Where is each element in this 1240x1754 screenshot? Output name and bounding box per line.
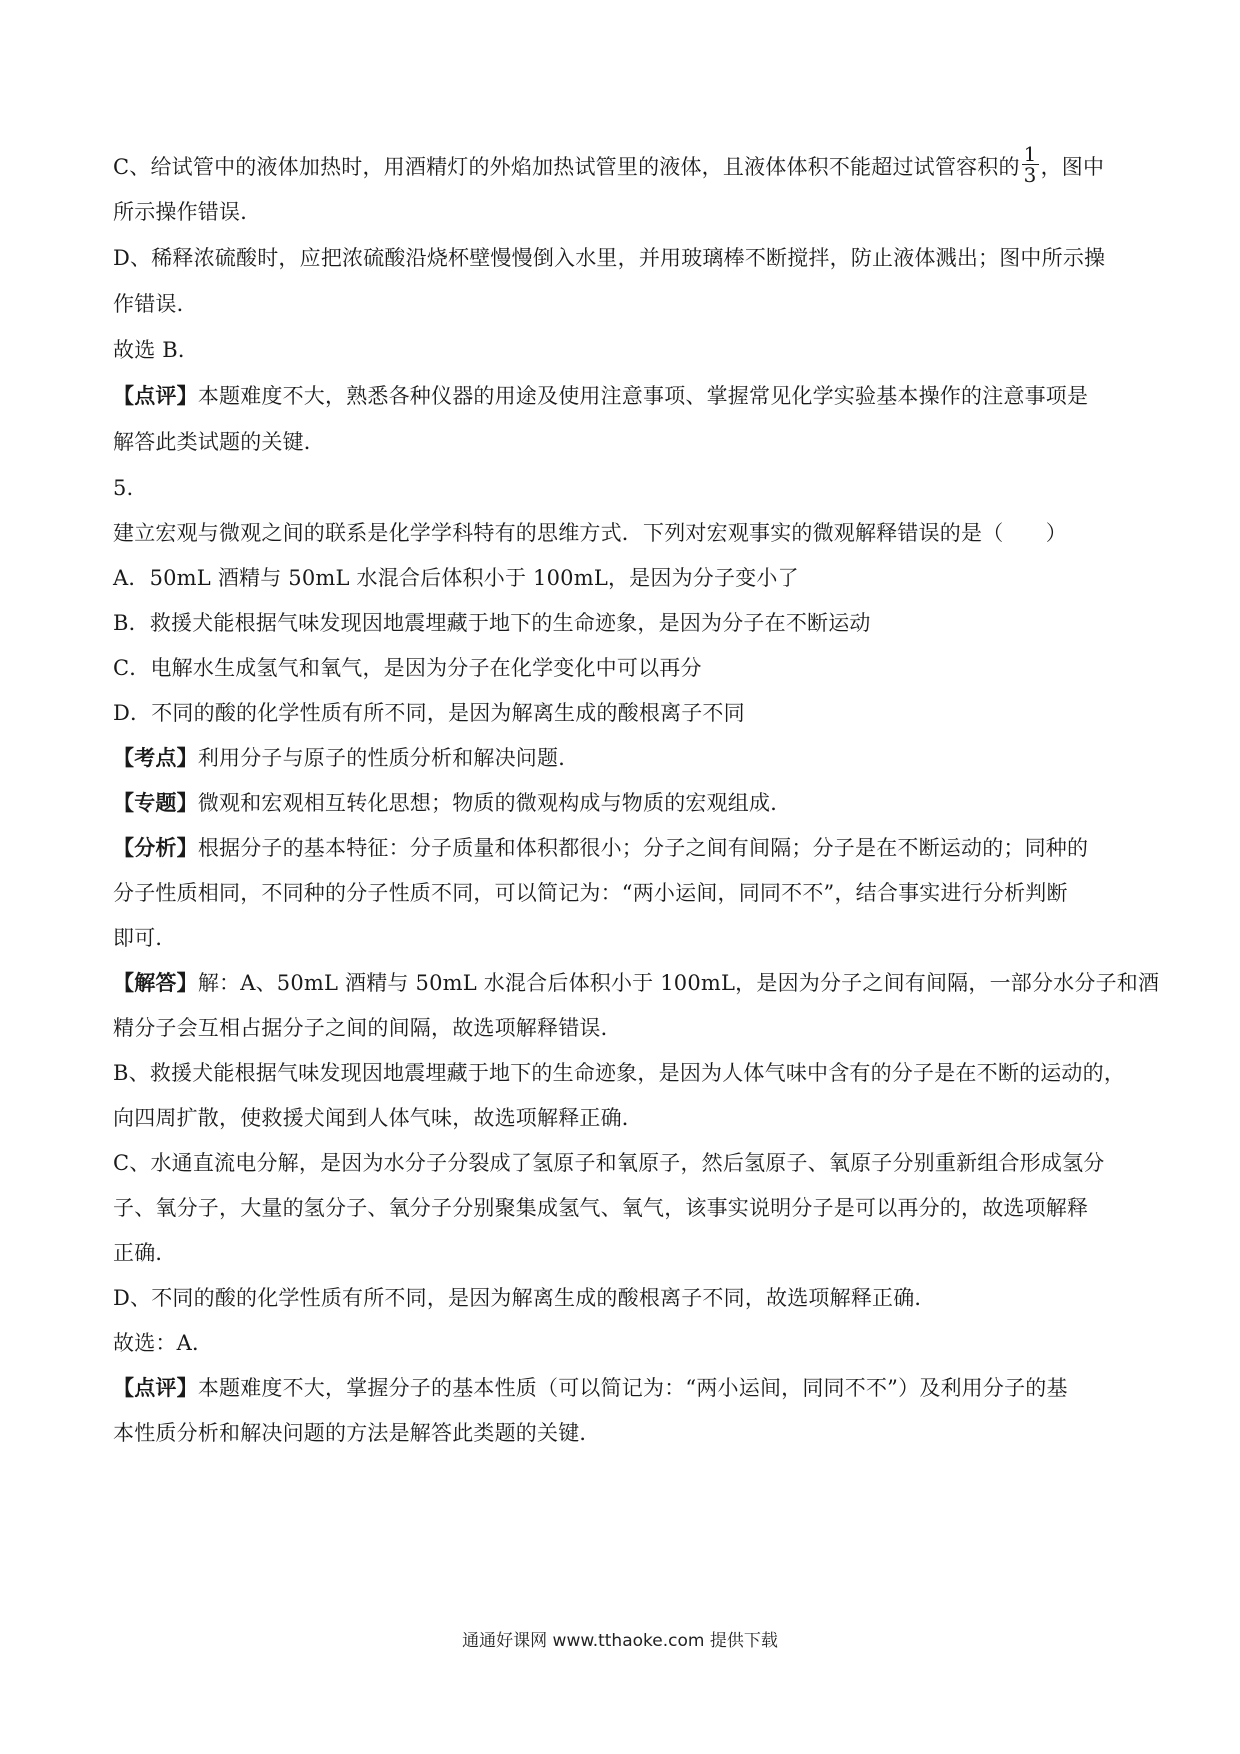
review-5-line-2: 本性质分析和解决问题的方法是解答此类题的关键． [113, 1421, 601, 1445]
explanation-c-line-1 [113, 142, 1133, 189]
fraction-one-third: $\frac{1}{3}$ [1023, 142, 1037, 187]
fenxi-text: 根据分子的基本特征：分子质量和体积都很小；分子之间有间隔；分子是在不断运动的；同种的 [197, 836, 1089, 860]
question-number: 5. [113, 476, 134, 500]
jieda-c-line-1: C、水通直流电分解，是因为水分子分裂成了氢原子和氧原子，然后氢原子、氧原子分别重新组合形成氢分 [113, 1151, 1105, 1175]
review-text: 本题难度不大，掌握分子的基本性质（可以简记为：“两小运间，同同不不”）及利用分子的基 [197, 1376, 1068, 1400]
jieda-text: 解：A、50mL 酒精与 50mL 水混合后体积小于 100mL，是因为分子之间有间隔，一部分水分子和酒 [197, 971, 1160, 995]
zhuanti-text: 微观和宏观相互转化思想；物质的微观构成与物质的宏观组成． [197, 791, 792, 815]
jieda-a-line-2: 精分子会互相占据分子之间的间隔，故选项解释错误． [113, 1016, 622, 1040]
zhuanti-section [113, 789, 1133, 817]
answer-choice-b: 故选 B． [113, 338, 200, 362]
zhuanti-label: 【专题】 [113, 790, 198, 815]
kaodian-section [113, 744, 1133, 772]
review-text: 本题难度不大，熟悉各种仪器的用途及使用注意事项、掌握常见化学实验基本操作的注意事项是 [197, 384, 1089, 408]
fenxi-line-3: 即可． [113, 926, 177, 950]
answer-choice-a: 故选：A． [113, 1331, 214, 1355]
option-b: B．救援犬能根据气味发现因地震埋藏于地下的生命迹象，是因为分子在不断运动 [113, 611, 871, 635]
question-stem: 建立宏观与微观之间的联系是化学学科特有的思维方式．下列对宏观事实的微观解释错误的是（ ） [113, 521, 1067, 545]
jieda-a-line-1 [113, 969, 1160, 997]
fenxi-line-2: 分子性质相同，不同种的分子性质不同，可以简记为：“两小运间，同同不不”，结合事实进行分析判断 [113, 881, 1068, 905]
text-segment: ，图中 [1040, 155, 1105, 179]
jieda-d-line-1: D、不同的酸的化学性质有所不同，是因为解离生成的酸根离子不同，故选项解释正确． [113, 1286, 936, 1310]
review-4-line-1 [113, 382, 1133, 410]
jieda-label: 【解答】 [113, 970, 198, 995]
review-4-line-2: 解答此类试题的关键． [113, 430, 325, 454]
fenxi-line-1 [113, 834, 1133, 862]
page-footer: 通通好课网 www.tthaoke.com 提供下载 [462, 1631, 778, 1651]
kaodian-label: 【考点】 [113, 745, 198, 770]
review-label: 【点评】 [113, 383, 198, 408]
review-5-line-1 [113, 1374, 1133, 1402]
text-segment: C、给试管中的液体加热时，用酒精灯的外焰加热试管里的液体，且液体体积不能超过试管容积的 [113, 155, 1020, 179]
jieda-c-line-3: 正确． [113, 1241, 177, 1265]
option-d: D．不同的酸的化学性质有所不同，是因为解离生成的酸根离子不同 [113, 701, 745, 725]
explanation-d-line-1: D、稀释浓硫酸时，应把浓硫酸沿烧杯壁慢慢倒入水里，并用玻璃棒不断搅拌，防止液体溅出；图中所示操 [113, 246, 1106, 270]
fenxi-label: 【分析】 [113, 835, 198, 860]
explanation-d-line-2: 作错误． [113, 292, 198, 316]
jieda-b-line-1: B、救援犬能根据气味发现因地震埋藏于地下的生命迹象，是因为人体气味中含有的分子是在不断的运动的， [113, 1061, 1126, 1085]
kaodian-text: 利用分子与原子的性质分析和解决问题． [197, 746, 580, 770]
review-label: 【点评】 [113, 1375, 198, 1400]
jieda-c-line-2: 子、氧分子，大量的氢分子、氧分子分别聚集成氢气、氧气，该事实说明分子是可以再分的，故选项解释 [113, 1196, 1089, 1220]
option-a: A．50mL 酒精与 50mL 水混合后体积小于 100mL，是因为分子变小了 [113, 566, 799, 590]
explanation-c-line-2: 所示操作错误． [113, 200, 262, 224]
jieda-b-line-2: 向四周扩散，使救援犬闻到人体气味，故选项解释正确． [113, 1106, 643, 1130]
option-c: C．电解水生成氢气和氧气，是因为分子在化学变化中可以再分 [113, 656, 702, 680]
